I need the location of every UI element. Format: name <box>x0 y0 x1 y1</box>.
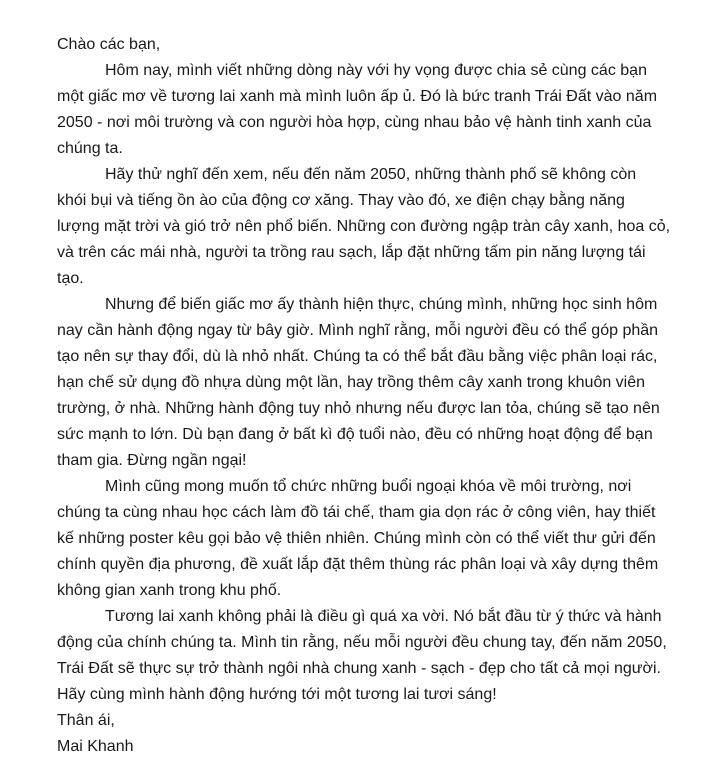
greeting-line: Chào các bạn, <box>57 36 161 53</box>
paragraph-line: kế những poster kêu gọi bảo vệ thiên nhiên. Chúng mình còn có thể viết thư gửi đến <box>57 530 656 547</box>
paragraph-line: tham gia. Đừng ngần ngại! <box>57 452 247 469</box>
paragraph-5 <box>57 604 669 708</box>
paragraph-line: chính quyền địa phương, đề xuất lắp đặt thêm thùng rác phân loại và xây dựng thêm <box>57 556 659 573</box>
paragraph-3 <box>57 292 669 474</box>
paragraph-line: Trái Đất sẽ thực sự trở thành ngôi nhà chung xanh - sạch - đẹp cho tất cả mọi người. <box>57 660 661 677</box>
paragraph-line: sức mạnh to lớn. Dù bạn đang ở bất kì độ tuổi nào, đều có những hoạt động để bạn <box>57 426 653 443</box>
paragraph-4 <box>57 474 669 604</box>
letter-closing <box>57 708 669 734</box>
paragraph-line: trường, ở nhà. Những hành động tuy nhỏ nhưng nếu được lan tỏa, chúng sẽ tạo nên <box>57 400 660 417</box>
paragraph-line: động của chính chúng ta. Mình tin rằng, nếu mỗi người đều chung tay, đến năm 2050, <box>57 634 667 651</box>
paragraph-line: Hãy thử nghĩ đến xem, nếu đến năm 2050, những thành phố sẽ không còn <box>105 166 637 183</box>
paragraph-line: chúng ta. <box>57 140 123 157</box>
paragraph-line: Nhưng để biến giấc mơ ấy thành hiện thực, chúng mình, những học sinh hôm <box>105 296 658 313</box>
paragraph-line: không gian xanh trong khu phố. <box>57 582 282 599</box>
letter-document <box>57 32 669 760</box>
paragraph-line: 2050 - nơi môi trường và con người hòa hợp, cùng nhau bảo vệ hành tinh xanh của <box>57 114 652 131</box>
paragraph-line: khói bụi và tiếng ồn ào của động cơ xăng. Thay vào đó, xe điện chạy bằng năng <box>57 192 625 209</box>
paragraph-line: và trên các mái nhà, người ta trồng rau sạch, lắp đặt những tấm pin năng lượng tái <box>57 244 646 261</box>
paragraph-line: lượng mặt trời và gió trở nên phổ biến. Những con đường ngập tràn cây xanh, hoa cỏ, <box>57 218 671 235</box>
paragraph-line: Mình cũng mong muốn tổ chức những buổi ngoại khóa về môi trường, nơi <box>105 478 632 495</box>
signature-line: Mai Khanh <box>57 738 134 755</box>
paragraph-line: tạo. <box>57 270 84 287</box>
paragraph-line: Hôm nay, mình viết những dòng này với hy vọng được chia sẻ cùng các bạn <box>105 62 647 79</box>
paragraph-line: Tương lai xanh không phải là điều gì quá xa vời. Nó bắt đầu từ ý thức và hành <box>105 608 662 625</box>
paragraph-line: Hãy cùng mình hành động hướng tới một tương lai tươi sáng! <box>57 686 497 703</box>
paragraph-1 <box>57 58 669 162</box>
paragraph-line: chúng ta cùng nhau học cách làm đồ tái chế, tham gia dọn rác ở công viên, hay thiết <box>57 504 656 521</box>
paragraph-line: tạo nên sự thay đổi, dù là nhỏ nhất. Chúng ta có thể bắt đầu bằng việc phân loại rác, <box>57 348 658 365</box>
paragraph-2 <box>57 162 669 292</box>
paragraph-line: nay cần hành động ngay từ bây giờ. Mình nghĩ rằng, mỗi người đều có thể góp phần <box>57 322 659 339</box>
letter-greeting <box>57 32 669 58</box>
closing-line: Thân ái, <box>57 712 115 729</box>
letter-signature <box>57 734 669 760</box>
paragraph-line: hạn chế sử dụng đồ nhựa dùng một lần, hay trồng thêm cây xanh trong khuôn viên <box>57 374 646 391</box>
paragraph-line: một giấc mơ về tương lai xanh mà mình luôn ấp ủ. Đó là bức tranh Trái Đất vào năm <box>57 88 658 105</box>
